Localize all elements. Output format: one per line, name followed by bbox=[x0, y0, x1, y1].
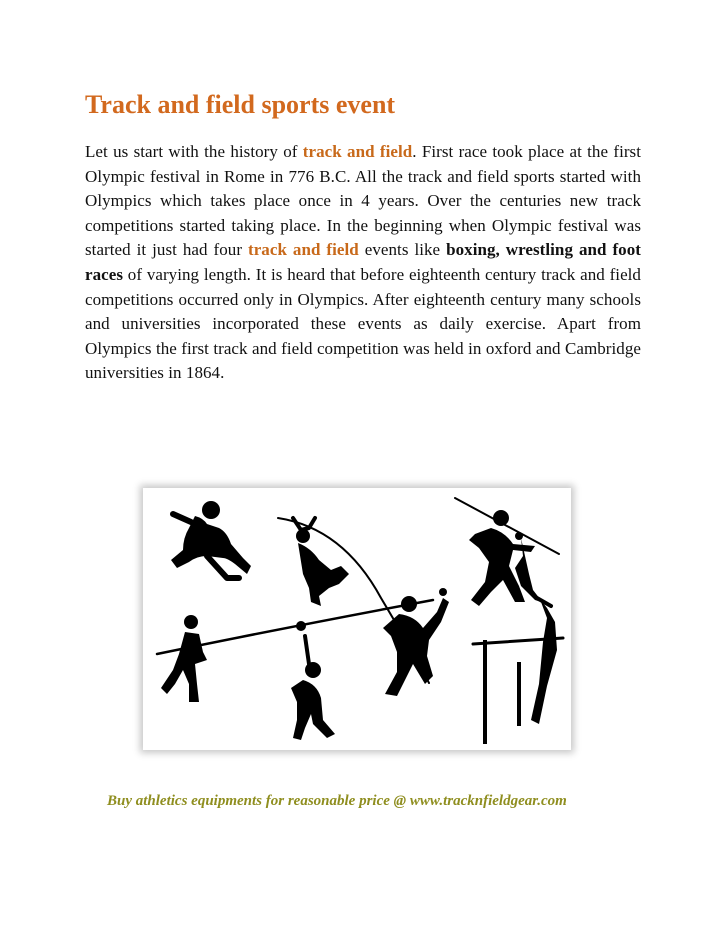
bold-phrase: boxing, wrestling and foot races bbox=[85, 240, 641, 284]
high-jump-silhouette bbox=[473, 532, 563, 744]
athletics-silhouettes-image bbox=[143, 488, 571, 750]
paragraph-text-run: events like bbox=[358, 240, 447, 260]
athletics-silhouettes-figure bbox=[143, 488, 571, 750]
page-title: Track and field sports event bbox=[85, 90, 396, 119]
long-jump-silhouette bbox=[171, 501, 251, 578]
highlighted-keyword: track and field bbox=[248, 240, 359, 260]
paragraph-text-run: of varying length. It is heard that before eighteenth century track and field competitions occurred only in Olympics. After eighteenth century many schools and universities incorporated these events as daily exercise. Apart from Olympics the first track and field competition was held in oxford and Cambridge universities in 1864. bbox=[85, 264, 641, 383]
discus-throw-silhouette bbox=[291, 621, 335, 740]
paragraph-text-run: . First race took place at the first Olympic festival in Rome in 776 B.C. All the track and field sports started with Olympics which takes place once in 4 years. Over the centuries new track competitions started taking place. In the beginning when Olympic festival was started it just had four bbox=[85, 142, 641, 260]
javelin-throw-silhouette bbox=[455, 498, 559, 606]
body-paragraph bbox=[85, 140, 641, 386]
paragraph-text-run: Let us start with the history of bbox=[85, 142, 303, 161]
footer-promo-link[interactable]: Buy athletics equipments for reasonable price @ www.tracknfieldgear.com bbox=[107, 793, 567, 809]
shot-put-silhouette bbox=[383, 588, 449, 696]
highlighted-keyword: track and field bbox=[302, 142, 413, 161]
